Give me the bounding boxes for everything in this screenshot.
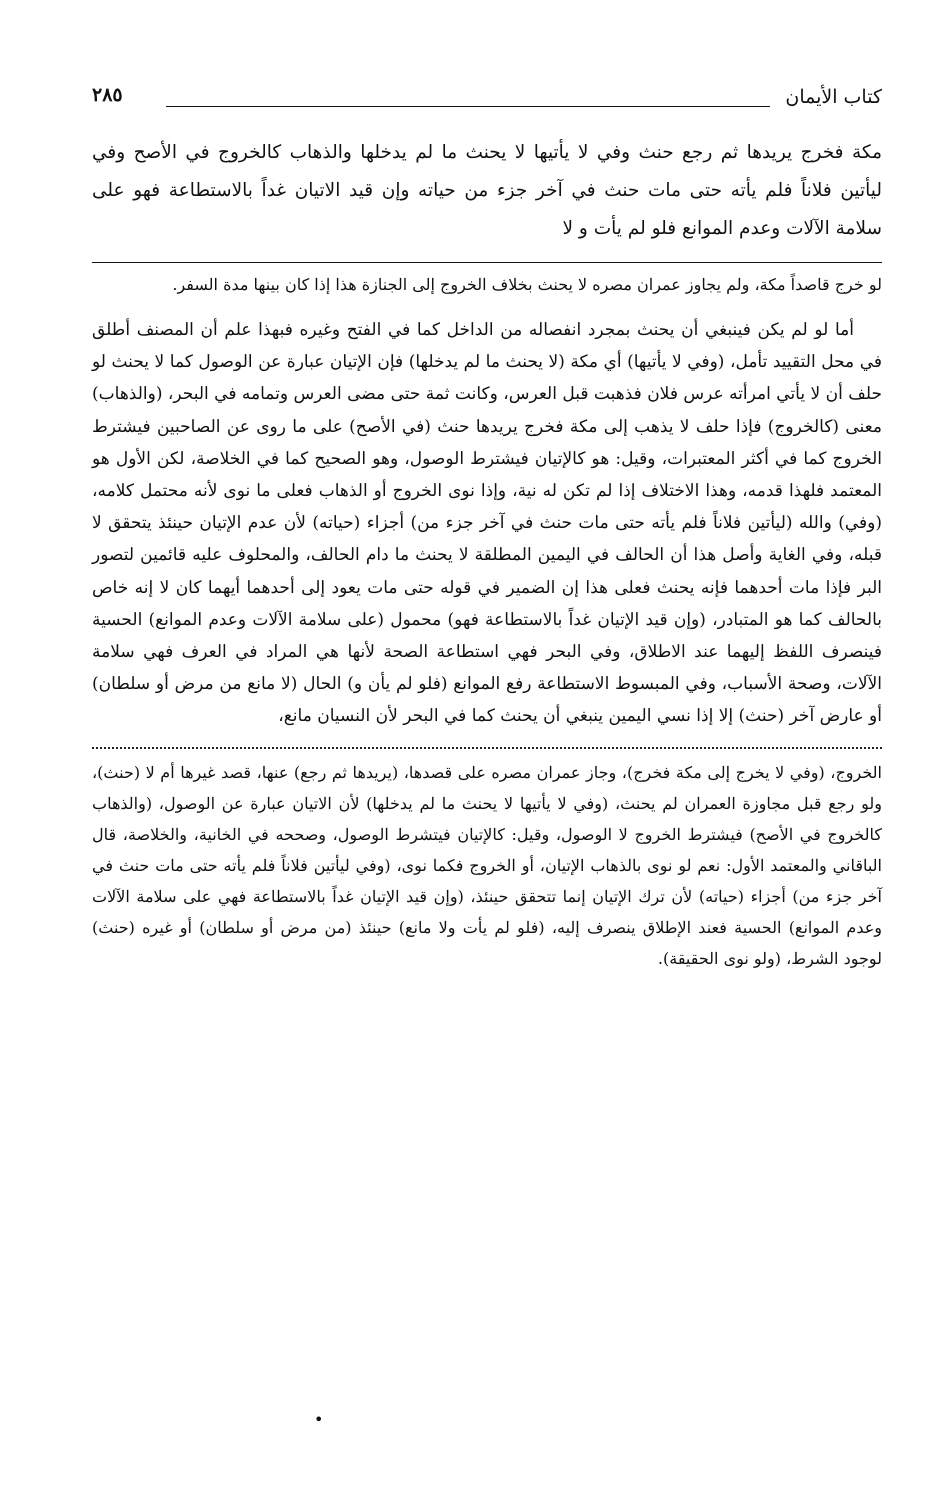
matn-text-block bbox=[92, 134, 882, 258]
book-title: كتاب الأيمان bbox=[785, 86, 882, 108]
running-header bbox=[92, 80, 882, 120]
main-commentary bbox=[92, 314, 882, 733]
matn-paragraph: مكة فخرج يريدها ثم رجع حنث وفي لا يأتيها لا يحنث ما لم يدخلها والذهاب كالخروج في الأصح وفي ليأتين فلاناً فلم يأته حتى مات حنث في آخر جزء من حياته وإن قيد الاتيان غداً بالاستطاعة فهو على سلامة الآلات وعدم الموانع فلو لم يأت و لا bbox=[92, 142, 882, 239]
main-commentary-paragraph: أما لو لم يكن فينبغي أن يحنث بمجرد انفصاله من الداخل كما في الفتح وغيره فبهذا علم أن المصنف أطلق في محل التقييد تأمل، (وفي لا يأتيها) أي مكة (لا يحنث ما لم يدخلها) فإن الإتيان عبارة عن الوصول كما لا يحنث لو حلف أن لا يأتي امرأته عرس فلان فذهبت قبل العرس، وكانت ثمة حتى مضى العرس وتمامه في البحر، (والذهاب) معنى (كالخروج) فإذا حلف لا يذهب إلى مكة فخرج يريدها حنث (في الأصح) على ما روى عن الصاحبين فيشترط الخروج كما في أكثر المعتبرات، وقيل: هو كالإتيان فيشترط الوصول، وهو الصحيح كما في الخلاصة، لكن الأول هو المعتمد فلهذا قدمه، وهذا الاختلاف إذا لم تكن له نية، وإذا نوى الخروج أو الذهاب فعلى ما نوى لأنه محتمل كلامه، (وفي) والله (ليأتين فلاناً فلم يأته حتى مات حنث في آخر جزء من) أجزاء (حياته) لأن عدم الإتيان حينئذ يتحقق لا قبله، وفي الغاية وأصل هذا أن الحالف في اليمين المطلقة لا يحنث ما دام الحالف، والمحلوف عليه قائمين لتصور البر فإذا مات أحدهما فإنه يحنث فعلى هذا إن الضمير في قوله حتى مات يعود إلى أحدهما أيهما كان لا إنه خاص بالحالف كما هو المتبادر، (وإن قيد الإتيان غداً بالاستطاعة فهو) محمول (على سلامة الآلات وعدم الموانع) الحسية فينصرف اللفظ إليهما عند الاطلاق، وفي البحر فهي استطاعة الصحة لأنها هي المراد في العرف فهي سلامة الآلات، وصحة الأسباب، وفي المبسوط الاستطاعة رفع الموانع (فلو لم يأن و) الحال (لا مانع من مرض أو سلطان) أو عارض آخر (حنث) إلا إذا نسي اليمين ينبغي أن يحنث كما في البحر لأن النسيان مانع، bbox=[92, 320, 882, 727]
page-number: ٢٨٥ bbox=[92, 84, 123, 106]
page-bottom-mark: • bbox=[314, 1410, 324, 1429]
upper-commentary-paragraph: لو خرج قاصداً مكة، ولم يجاوز عمران مصره لا يحنث بخلاف الخروج إلى الجنازة هذا إذا كان بينها مدة السفر. bbox=[172, 275, 882, 294]
header-rule bbox=[166, 106, 770, 107]
lower-commentary bbox=[92, 757, 882, 974]
lower-commentary-paragraph: الخروج، (وفي لا يخرج إلى مكة فخرج)، وجاز عمران مصره على قصدها، (يريدها ثم رجع) عنها، قصد غيرها أم لا (حنث)، ولو رجع قبل مجاوزة العمران لم يحنث، (وفي لا يأتيها لا يحنث ما لم يدخلها) لأن الاتيان عبارة عن الوصول، (والذهاب كالخروج في الأصح) فيشترط الخروج لا الوصول، وقيل: كالإتيان فيتشرط الوصول، وصححه في الخانية، والخلاصة، قال الباقاني والمعتمد الأول: نعم لو نوى بالذهاب الإتيان، أو الخروج فكما نوى، (وفي ليأتين فلاناً فلم يأته حتى مات حنث في آخر جزء من) أجزاء (حياته) لأن ترك الإتيان إنما تتحقق حينئذ، (وإن قيد الإتيان غداً بالاستطاعة فهي على سلامة الآلات وعدم الموانع) الحسية فعند الإطلاق ينصرف إليه، (فلو لم يأت ولا مانع) حينئذ (من مرض أو سلطان) أو غيره (حنث) لوجود الشرط، (ولو نوى الحقيقة). bbox=[92, 762, 882, 968]
upper-commentary bbox=[92, 269, 882, 300]
dotted-divider bbox=[92, 747, 882, 749]
book-page bbox=[92, 80, 882, 1460]
matn-divider bbox=[92, 262, 882, 263]
